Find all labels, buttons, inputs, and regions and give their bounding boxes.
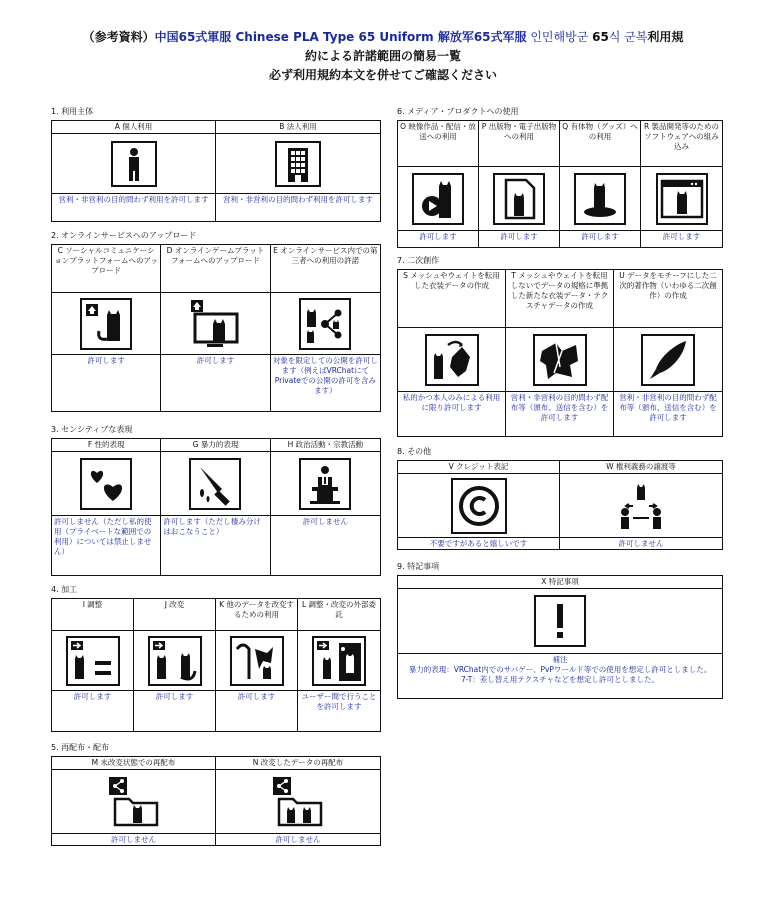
window-cat-icon: [656, 173, 708, 225]
cell-special-notes: X 特記事項 補注 暴力的表現：VRChat内でのサバゲー、PvPワールド等での使用を想定し許可としました。 7-T：差し替え用テクスチャなどを想定し許可としました。: [398, 576, 722, 698]
cell-third-party-license: E オンラインサービス内での第三者への利用の許諾 対象を限定しての公開を許可します（例えばVRChatにてPrivateでの公開の許可を含みます）: [271, 245, 380, 411]
section-sensitive-expression: [51, 424, 381, 576]
upload-monitor-icon: [189, 298, 241, 350]
person-icon: [111, 141, 157, 187]
cat-modify-icon: [148, 636, 202, 686]
section-usage-subject: [51, 106, 381, 222]
cell-modification: J 改変 許可します: [134, 599, 216, 731]
cat-cloth-icon: [230, 636, 284, 686]
section-heading: 7. 二次創作: [397, 256, 440, 265]
exclamation-icon: [534, 595, 586, 647]
video-cat-icon: [412, 173, 464, 225]
page-title: [0, 28, 766, 85]
cell-adjustment: I 調整 許可します: [52, 599, 134, 731]
section-heading: 3. センシティブな表現: [51, 425, 133, 434]
upload-cat-icon: [80, 298, 132, 350]
document-cat-icon: [493, 173, 545, 225]
cell-goods-use: Q 有体物（グッズ）への利用 許可します: [560, 121, 641, 247]
cat-cloth-convert-icon: [425, 334, 479, 386]
cell-political-religious: H 政治活動・宗教活動 許可しません: [271, 439, 380, 575]
section-heading: 4. 加工: [51, 585, 78, 594]
cell-outsourcing: L 調整・改変の外部委託 ユーザー間で行うことを許可します: [298, 599, 380, 731]
section-others: [397, 446, 723, 550]
hearts-icon: [80, 458, 132, 510]
section-special-notes: [397, 561, 723, 699]
cell-new-costume-data: T メッシュやウェイトを転用しないでデータの規格に準拠した新たな衣装データ・テクスチャデータの作成 営利・非営利の目的問わず配布等（頒布、送信を含む）を許可します: [506, 270, 614, 436]
cell-social-upload: C ソーシャルコミュニケーションプラットフォームへのアップロード 許可します: [52, 245, 161, 411]
cell-video-use: O 映像作品・配信・放送への利用 許可します: [398, 121, 479, 247]
knife-icon: [189, 458, 241, 510]
transfer-icon: [613, 478, 669, 534]
section-media-products: [397, 106, 723, 248]
section-heading: 6. メディア・プロダクトへの使用: [397, 107, 519, 116]
figure-cat-icon: [574, 173, 626, 225]
copyright-icon: [451, 478, 507, 534]
section-heading: 2. オンラインサービスへのアップロード: [51, 231, 197, 240]
cell-violent-expression: G 暴力的表現 許可します（ただし棲み分けはおこなうこと）: [161, 439, 270, 575]
cell-use-for-other-data: K 他のデータを改変するための利用 許可します: [216, 599, 298, 731]
section-processing: [51, 584, 381, 732]
section-heading: 5. 再配布・配布: [51, 743, 110, 752]
podium-icon: [299, 458, 351, 510]
cell-modified-redistribution: N 改変したデータの再配布 許可しません: [216, 757, 380, 846]
title-line1: （参考資料）中国65式軍服 Chinese PLA Type 65 Uniform 解放军65式军服 인민해방군 65식 군복利用規: [82, 30, 684, 44]
title-line3: 必ず利用規約本文を併せてご確認ください: [268, 68, 497, 82]
note-title: 補注: [552, 655, 568, 664]
section-redistribution: [51, 742, 381, 846]
note-texture: 7-T：差し替え用テクスチャなどを想定し許可としました。: [460, 675, 660, 684]
title-line2: 約による許諾範囲の簡易一覧: [304, 49, 461, 63]
cell-personal-use: A 個人利用 営利・非営利の目的問わず利用を許可します: [52, 121, 216, 221]
cat-equal-icon: [66, 636, 120, 686]
cell-unmodified-redistribution: M 未改変状態での再配布 許可しません: [52, 757, 216, 846]
building-icon: [275, 141, 321, 187]
cell-software-use: R 製品開発等のためのソフトウェアへの組み込み 許可します: [641, 121, 722, 247]
section-heading: 8. その他: [397, 447, 432, 456]
cell-credit: V クレジット表記 不要ですがあると嬉しいです: [398, 461, 560, 550]
cell-game-upload: D オンラインゲームプラットフォームへのアップロード 許可します: [161, 245, 270, 411]
pen-nib-icon: [641, 334, 695, 386]
cell-sexual-expression: F 性的表現 許可しません（ただし私的使用（プライベートな範囲での利用）については禁止しません）: [52, 439, 161, 575]
folder-share-icon: [107, 775, 161, 829]
section-online-upload: [51, 230, 381, 412]
cell-rights-transfer: W 権利義務の譲渡等 許可しません: [560, 461, 722, 550]
section-heading: 9. 特記事項: [397, 562, 440, 571]
cell-mesh-reuse-costume: S メッシュやウェイトを転用した衣装データの作成 私的かつ本人のみによる利用に限り許可します: [398, 270, 506, 436]
notes-block: [398, 653, 722, 686]
cell-publication-use: P 出版物・電子出版物への利用 許可します: [479, 121, 560, 247]
cell-fan-work: U データをモチーフにした二次的著作物（いわゆる二次創作）の作成 営利・非営利の目的問わず配布等（頒布、送信を含む）を許可します: [614, 270, 722, 436]
cat-delegate-icon: [312, 636, 366, 686]
section-derivative-works: [397, 255, 723, 437]
cell-corporate-use: B 法人利用 営利・非営利の目的問わず利用を許可します: [216, 121, 380, 221]
section-heading: 1. 利用主体: [51, 107, 94, 116]
share-cat-icon: [299, 298, 351, 350]
folder-share-modified-icon: [271, 775, 325, 829]
note-violence: 暴力的表現：VRChat内でのサバゲー、PvPワールド等での使用を想定し許可としました。: [408, 665, 712, 674]
cloth-icon: [533, 334, 587, 386]
